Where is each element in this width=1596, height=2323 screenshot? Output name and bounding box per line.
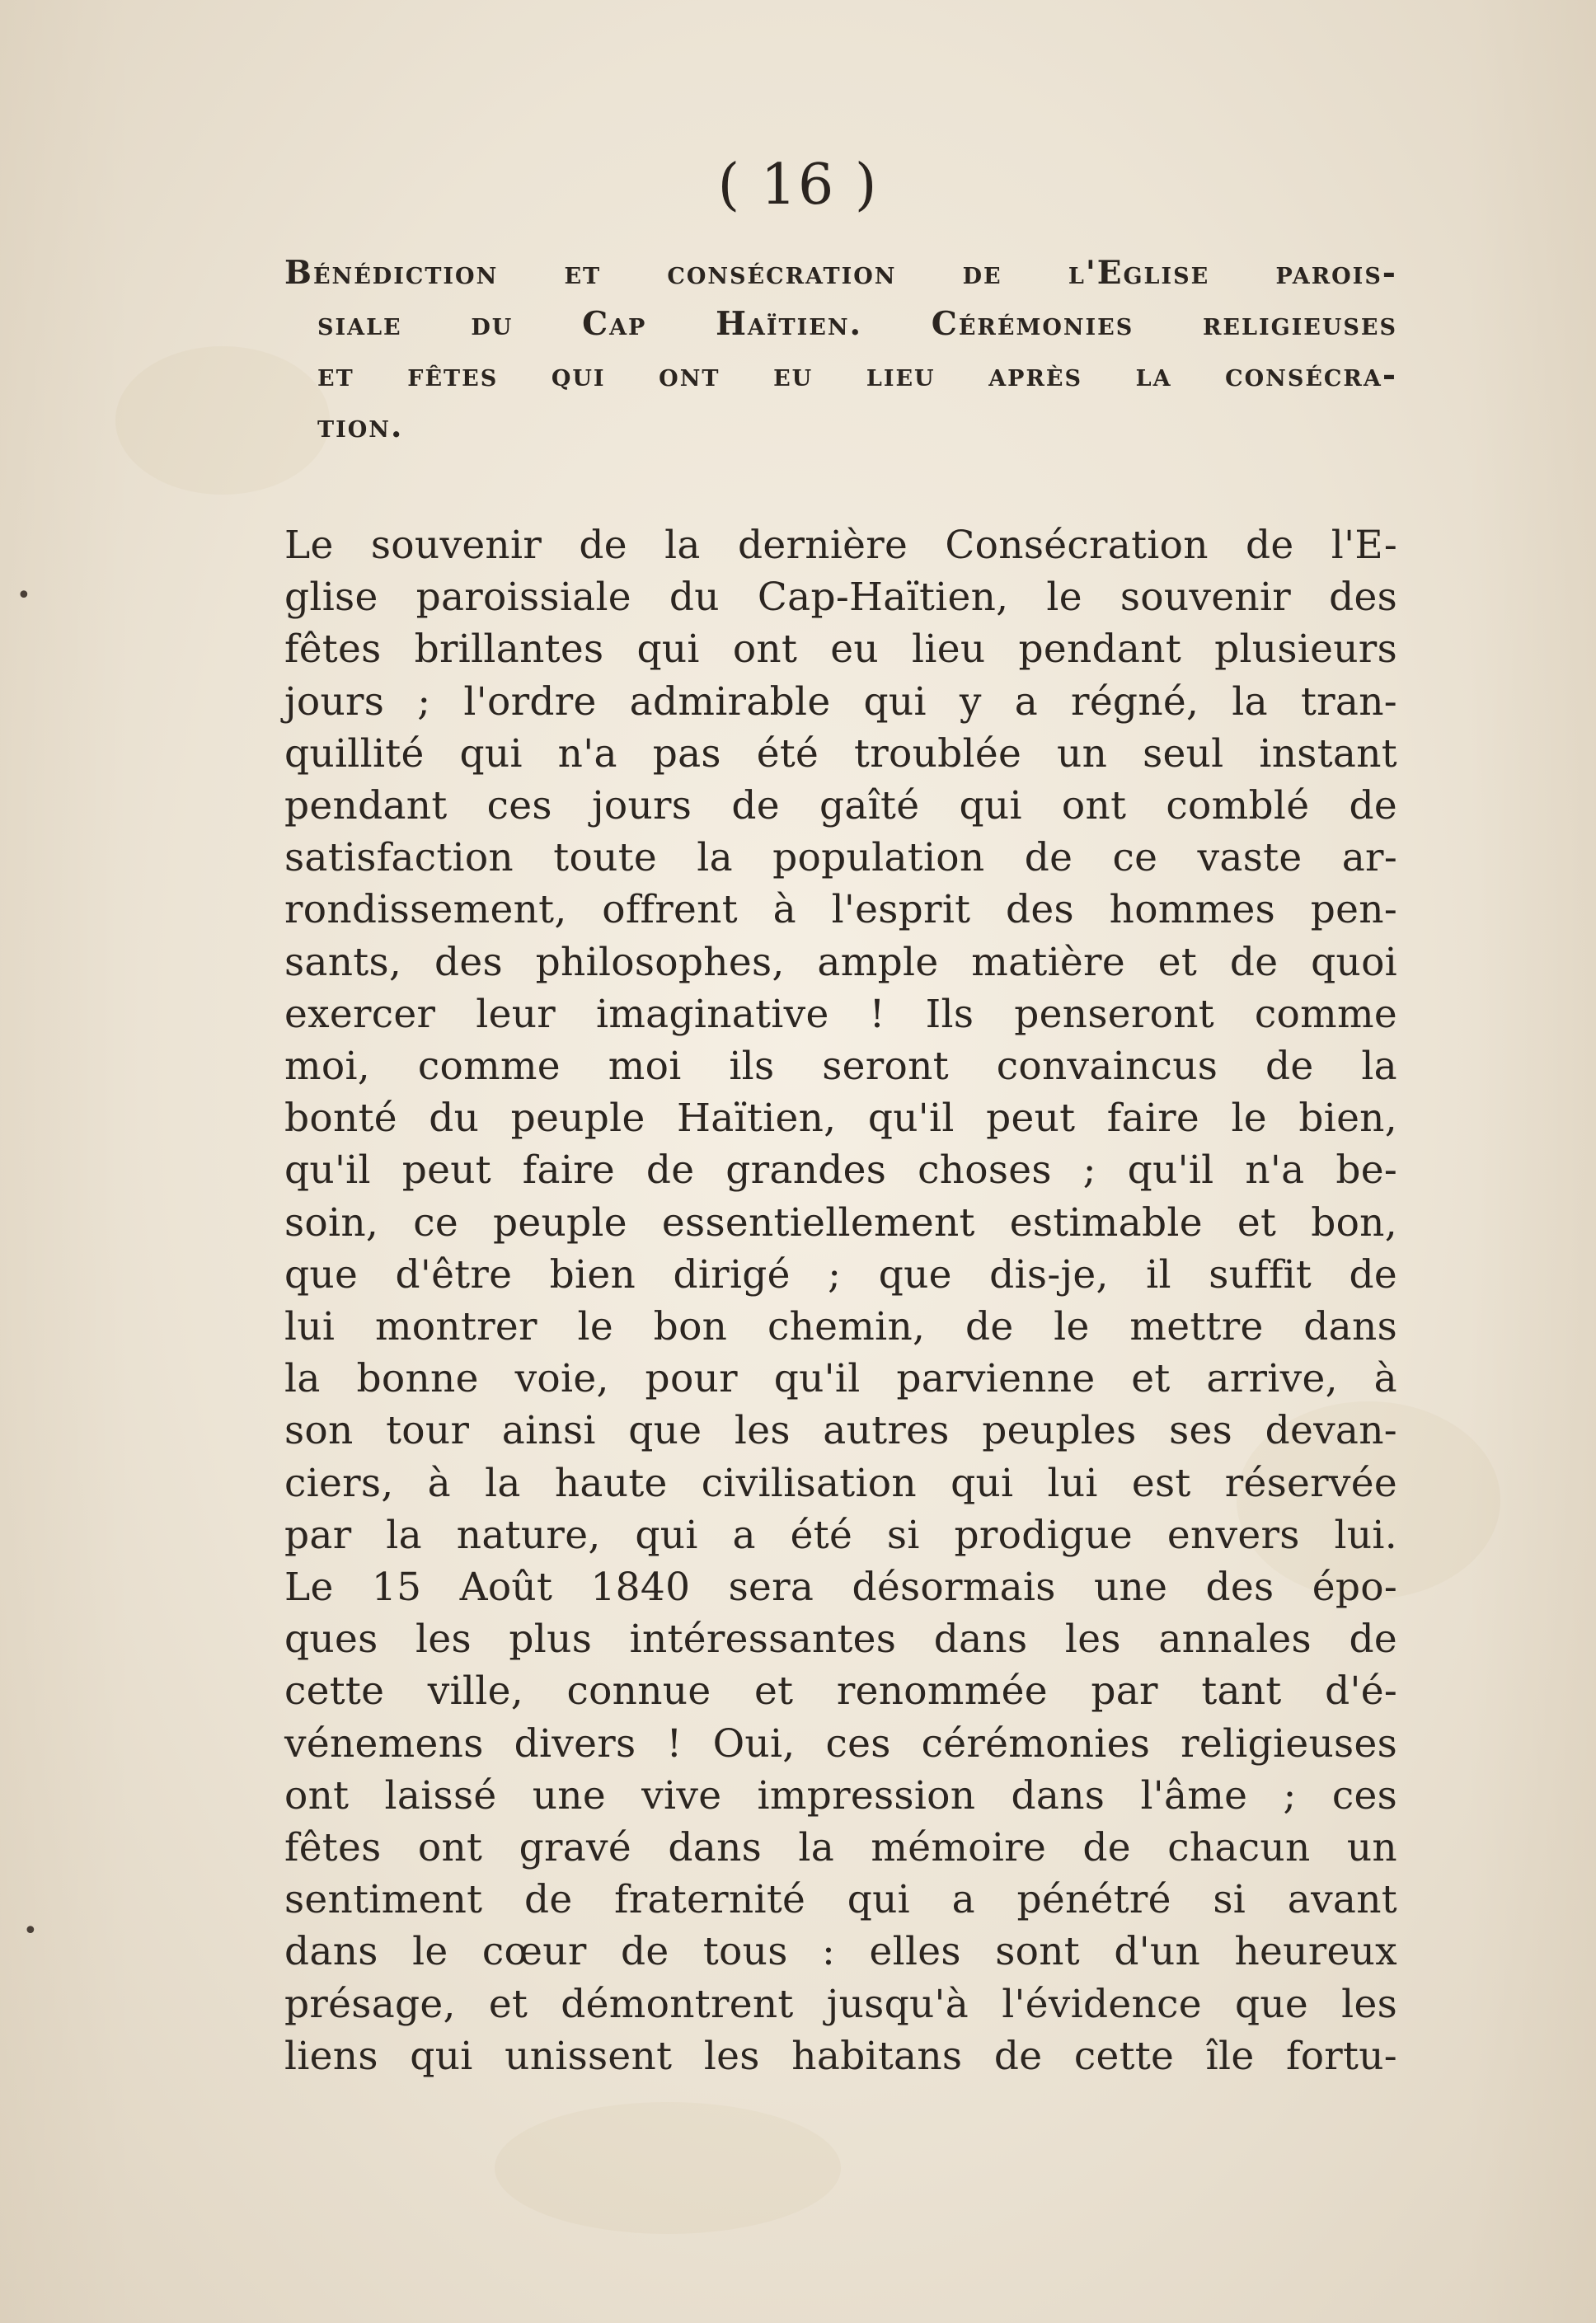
section-heading <box>284 247 1397 452</box>
text-line: exercer leur imaginative ! Ils penseront comme <box>284 991 1397 1037</box>
page-number: ( 16 ) <box>717 153 879 218</box>
text-line: par la nature, qui a été si prodigue envers lui. <box>284 1512 1397 1558</box>
text-line: sants, des philosophes, ample matière et de quoi <box>284 939 1397 985</box>
text-line: cette ville, connue et renommée par tant d'é- <box>284 1668 1397 1715</box>
text-line: présage, et démontrent jusqu'à l'évidence que les <box>284 1981 1397 2027</box>
text-line: lui montrer le bon chemin, de le mettre dans <box>284 1304 1397 1350</box>
text-line: ont laissé une vive impression dans l'âme ; ces <box>284 1772 1397 1819</box>
text-line: bonté du peuple Haïtien, qu'il peut faire le bien, <box>284 1096 1397 1142</box>
text-line: son tour ainsi que les autres peuples ses devan- <box>284 1408 1397 1454</box>
text-line: liens qui unissent les habitans de cette île fortu- <box>284 2033 1397 2079</box>
text-line: ques les plus intéressantes dans les annales de <box>284 1617 1397 1663</box>
margin-dot: • <box>16 581 31 610</box>
text-line: quillité qui n'a pas été troublée un seul instant <box>284 730 1397 777</box>
text-line: la bonne voie, pour qu'il parvienne et arrive, à <box>284 1356 1397 1402</box>
text-line: que d'être bien dirigé ; que dis-je, il suffit de <box>284 1251 1397 1298</box>
paper-stain <box>495 2102 841 2234</box>
heading-line: Bénédiction et consécration de l'Eglise parois- <box>284 254 1397 292</box>
text-line: satisfaction toute la population de ce vaste ar- <box>284 835 1397 881</box>
text-line: moi, comme moi ils seront convaincus de la <box>284 1044 1397 1090</box>
text-line: qu'il peut faire de grandes choses ; qu'il n'a be- <box>284 1147 1397 1194</box>
text-line: pendant ces jours de gaîté qui ont comblé de <box>284 783 1397 829</box>
body-paragraph <box>284 519 1397 2082</box>
text-line: ciers, à la haute civilisation qui lui est réservée <box>284 1460 1397 1506</box>
text-line: dans le cœur de tous : elles sont d'un heureux <box>284 1929 1397 1975</box>
text-line: sentiment de fraternité qui a pénétré si avant <box>284 1877 1397 1923</box>
heading-line: tion. <box>317 407 404 445</box>
text-line: fêtes brillantes qui ont eu lieu pendant plusieurs <box>284 627 1397 673</box>
text-line: glise paroissiale du Cap-Haïtien, le souvenir des <box>284 575 1397 621</box>
text-line: fêtes ont gravé dans la mémoire de chacun un <box>284 1825 1397 1871</box>
text-line: Le souvenir de la dernière Consécration de l'E- <box>284 523 1397 568</box>
heading-line: et fêtes qui ont eu lieu après la consécra- <box>317 356 1397 394</box>
text-line: rondissement, offrent à l'esprit des hommes pen- <box>284 887 1397 933</box>
text-line: soin, ce peuple essentiellement estimable et bon, <box>284 1199 1397 1246</box>
text-line: vénemens divers ! Oui, ces cérémonies religieuses <box>284 1720 1397 1767</box>
text-line: Le 15 Août 1840 sera désormais une des épo- <box>284 1565 1397 1611</box>
heading-line: siale du Cap Haïtien. Cérémonies religieuses <box>317 305 1397 343</box>
text-line: jours ; l'ordre admirable qui y a régné, la tran- <box>284 678 1397 725</box>
margin-dot: • <box>23 1917 38 1945</box>
